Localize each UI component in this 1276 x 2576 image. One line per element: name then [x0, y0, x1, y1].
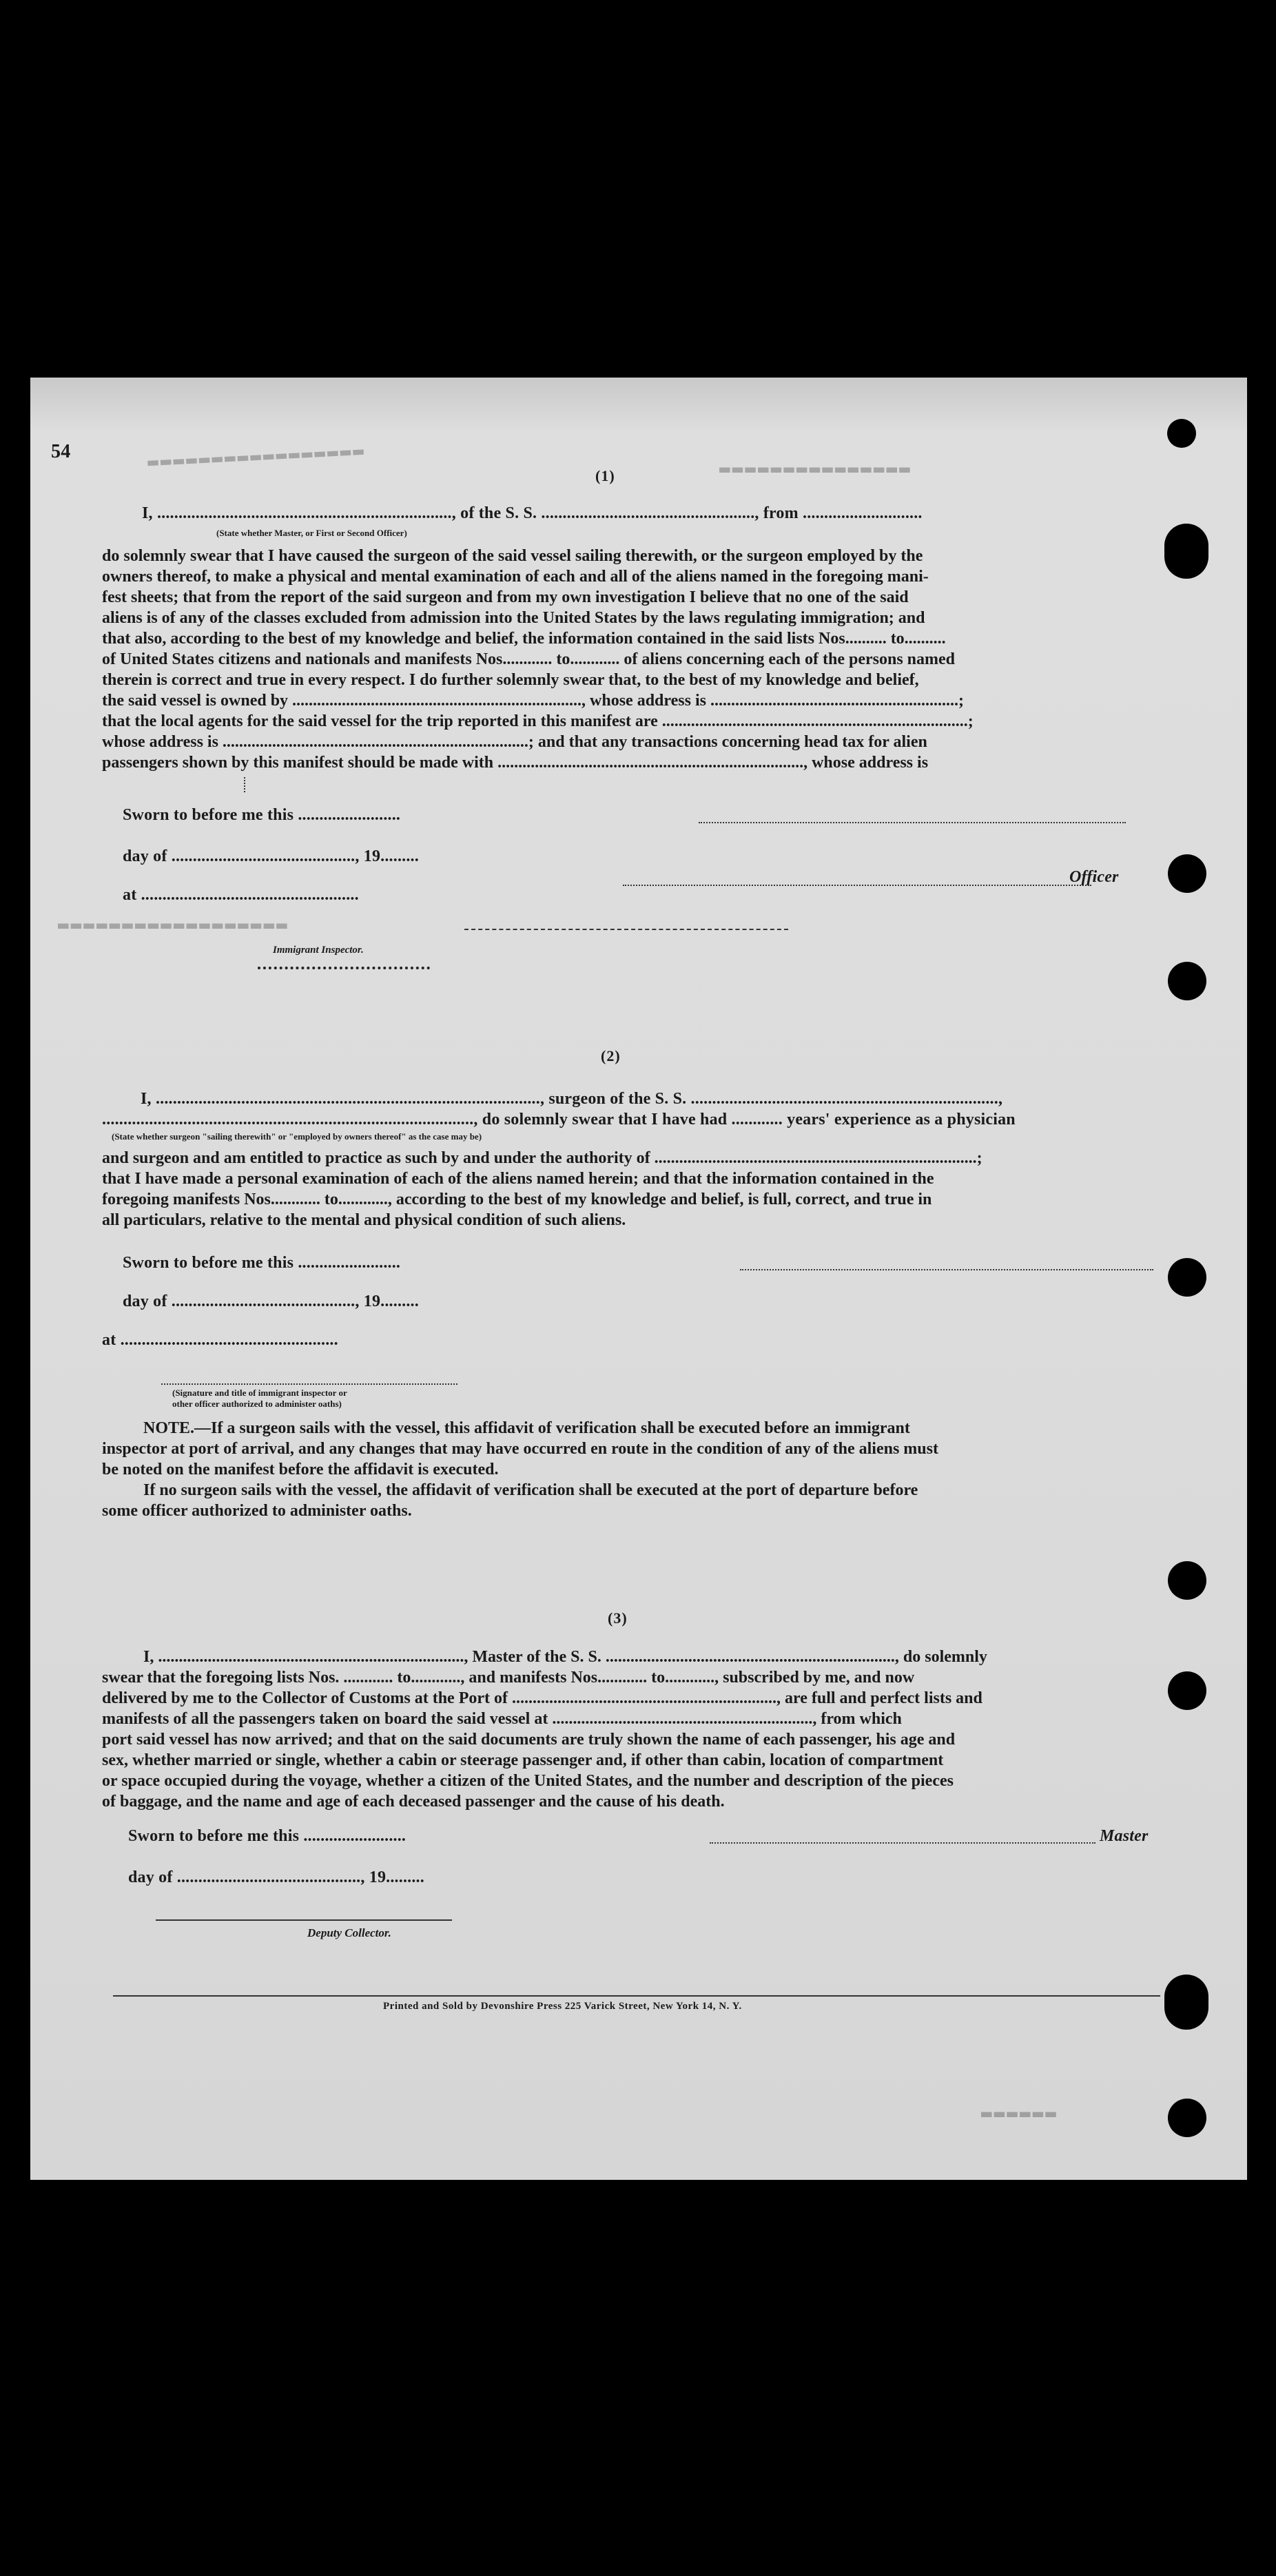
- officer-label: Officer: [1069, 868, 1119, 886]
- section-1-number: (1): [595, 467, 615, 484]
- text-line: delivered by me to the Collector of Customs at the Port of ................................................................, are full and perfect lists and: [102, 1689, 982, 1707]
- section-3-number: (3): [608, 1609, 628, 1627]
- master-signature-line: [710, 1842, 1095, 1844]
- day-of-line: day of ..........................................., 19.........: [128, 1868, 424, 1886]
- text-line: passengers shown by this manifest should be made with .........................................................................., whose address is: [102, 754, 929, 772]
- section-3-paragraph: [102, 1647, 1160, 1812]
- text-line: swear that the foregoing lists Nos. ............ to............, and manifests Nos............ to............, subscribed by me, and now: [102, 1669, 915, 1687]
- text-line: the said vessel is owned by ......................................................................, whose address is ............................................................;: [102, 692, 964, 710]
- sworn-before-me: Sworn to before me this ........................: [128, 1827, 407, 1845]
- text-line: that the local agents for the said vessel for the trip reported in this manifest are ..........................................................................;: [102, 712, 974, 730]
- sworn-before-me: Sworn to before me this ........................: [123, 1254, 401, 1272]
- text-line: I, .........................................................................., Master of the S. S. ......................................................................, do solemnly: [143, 1648, 987, 1666]
- text-line: fest sheets; that from the report of the said surgeon and from my own investigation I believe that no one of the said: [102, 588, 909, 606]
- text-line: all particulars, relative to the mental and physical condition of such aliens.: [102, 1211, 626, 1229]
- text-line: that also, according to the best of my knowledge and belief, the information contained in the said lists Nos.......... to..........: [102, 630, 946, 648]
- punch-hole: [1168, 854, 1206, 893]
- text-line: port said vessel has now arrived; and that on the said documents are truly shown the name of each passenger, his age and: [102, 1731, 956, 1749]
- text-line: owners thereof, to make a physical and mental examination of each and all of the aliens named in the foregoing mani-: [102, 568, 929, 586]
- text-line: inspector at port of arrival, and any changes that may have occurred en route in the condition of any of the aliens must: [102, 1440, 938, 1458]
- text-line: NOTE.—If a surgeon sails with the vessel, this affidavit of verification shall be executed before an immigrant: [143, 1419, 910, 1437]
- text-line: or space occupied during the voyage, whether a citizen of the United States, and the number and description of the pieces: [102, 1772, 954, 1790]
- text-line: be noted on the manifest before the affidavit is executed.: [102, 1461, 499, 1478]
- text-line: whose address is ..........................................................................; and that any transactions concerning head tax for alien: [102, 733, 927, 751]
- document-page: [30, 378, 1247, 2180]
- section-2-paragraph: [102, 1148, 1160, 1230]
- day-of-line: day of ..........................................., 19.........: [123, 1292, 419, 1310]
- officer-signature-line: [623, 885, 1091, 886]
- section-2-number: (2): [601, 1047, 621, 1064]
- printer-credit: Printed and Sold by Devonshire Press 225 Varick Street, New York 14, N. Y.: [383, 2001, 742, 2012]
- footer-rule: [113, 1995, 1160, 1997]
- text-line: of United States citizens and nationals and manifests Nos............ to............ of aliens concerning each of the persons named: [102, 650, 956, 668]
- punch-hole: [1164, 1975, 1208, 2030]
- bleed-through: ▬▬▬▬▬▬▬▬▬▬▬▬▬▬▬▬▬▬: [58, 915, 289, 936]
- bleed-through: ▬▬▬▬▬▬: [981, 2103, 1058, 2124]
- punch-hole: [1164, 524, 1208, 579]
- bleed-through: ▬▬▬▬▬▬▬▬▬▬▬▬▬▬▬: [719, 459, 912, 480]
- text-line: therein is correct and true in every respect. I do further solemnly swear that, to the best of my knowledge and belief,: [102, 671, 919, 689]
- text-line: of baggage, and the name and age of each deceased passenger and the cause of his death.: [102, 1793, 725, 1811]
- punch-hole: [1168, 1258, 1206, 1297]
- text-line: do solemnly swear that I have caused the surgeon of the said vessel sailing therewith, or the surgeon employed by the: [102, 547, 923, 565]
- bleed-through: ▬▬▬▬▬▬▬▬▬▬▬▬▬▬▬▬▬: [147, 440, 367, 473]
- punch-hole: [1168, 962, 1206, 1000]
- text-line: foregoing manifests Nos............ to............, according to the best of my knowledge and belief, is full, correct, and true in: [102, 1191, 932, 1208]
- signature-line: [161, 1383, 457, 1385]
- text-line: sex, whether married or single, whether a cabin or steerage passenger and, if other than cabin, location of compartment: [102, 1751, 944, 1769]
- section-1-line-1: I, ....................................................................., of the S. S. .................................................., from ............................: [142, 504, 923, 522]
- punch-hole: [1168, 2099, 1206, 2137]
- section-2-line-1: I, .........................................................................................., surgeon of the S. S. ........................................................................,: [141, 1090, 1003, 1108]
- signature-line: [699, 822, 1126, 823]
- punch-hole: [1167, 419, 1196, 448]
- immigrant-inspector-label: Immigrant Inspector.: [273, 945, 364, 956]
- signature-line: [258, 967, 430, 969]
- signature-line: [244, 777, 245, 792]
- sworn-before-me: Sworn to before me this ........................: [123, 806, 401, 824]
- at-line: at ...................................................: [123, 886, 359, 904]
- section-2-line-2: ......................................................................................., do solemnly swear that I have had ............ years' experience as a physician: [102, 1111, 1016, 1129]
- signature-line: [740, 1269, 1153, 1270]
- dashed-rule: [464, 929, 788, 930]
- text-line: and surgeon and am entitled to practice as such by and under the authority of ..............................................................................;: [102, 1149, 982, 1167]
- signature-line: [156, 1919, 452, 1921]
- text-line: If no surgeon sails with the vessel, the affidavit of verification shall be executed at the port of departure before: [143, 1481, 918, 1499]
- deputy-collector-label: Deputy Collector.: [307, 1926, 391, 1939]
- punch-hole: [1168, 1671, 1206, 1710]
- signature-note-1: (Signature and title of immigrant inspector or: [172, 1388, 347, 1398]
- punch-hole: [1168, 1561, 1206, 1600]
- text-line: that I have made a personal examination of each of the aliens named herein; and that the information contained in the: [102, 1170, 934, 1188]
- signature-note-2: other officer authorized to administer oaths): [172, 1399, 342, 1409]
- day-of-line: day of ..........................................., 19.........: [123, 847, 419, 865]
- text-line: aliens is of any of the classes excluded from admission into the United States by the laws regulating immigration; and: [102, 609, 925, 627]
- note-paragraph: [102, 1418, 1160, 1521]
- corner-mark: 54: [51, 441, 71, 462]
- master-label: Master: [1100, 1827, 1149, 1845]
- section-2-note: (State whether surgeon "sailing therewith" or "employed by owners thereof" as the case may be): [112, 1131, 482, 1142]
- text-line: some officer authorized to administer oaths.: [102, 1502, 412, 1520]
- text-line: manifests of all the passengers taken on board the said vessel at ..............................................................., from which: [102, 1710, 902, 1728]
- at-line: at ...................................................: [102, 1331, 338, 1349]
- section-1-paragraph: [102, 546, 1156, 773]
- section-1-note: (State whether Master, or First or Second Officer): [216, 528, 407, 538]
